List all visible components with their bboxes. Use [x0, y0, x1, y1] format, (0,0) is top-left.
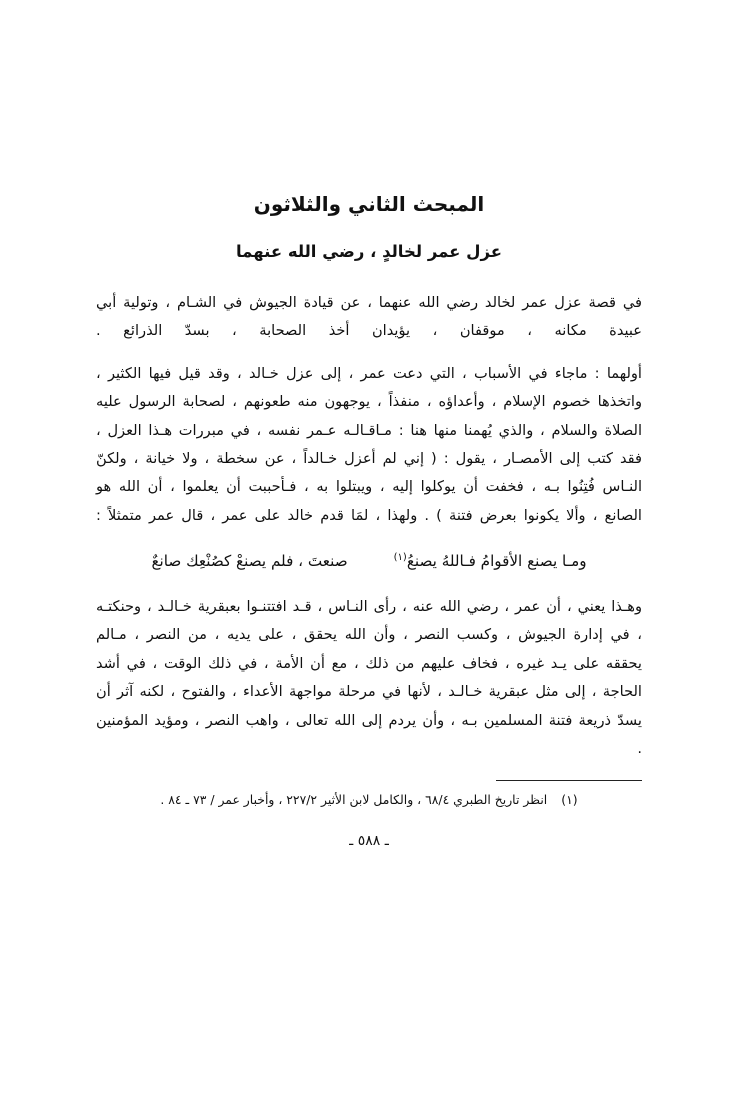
chapter-subtitle: عزل عمر لخالدٍ ، رضي الله عنهما	[235, 242, 503, 261]
verse-second-half-wrap	[394, 546, 587, 576]
page-number: ـ ٥٨٨ ـ	[349, 832, 389, 849]
verse-second-half: ومـا يصنع الأقوامُ فـاللهُ يصنعُ	[406, 552, 587, 571]
footnote-text: انظر تاريخ الطبري ٦٨/٤ ، والكامل لابن الأثير ٢٢٧/٢ ، وأخبار عمر / ٧٣ ـ ٨٤ .	[160, 791, 548, 807]
footnote-line	[96, 789, 642, 811]
verse-block	[96, 546, 642, 576]
footnote-area	[96, 780, 642, 811]
paragraph-1: في قصة عزل عمر لخالد رضي الله عنهما ، عن قيادة الجيوش في الشـام ، وتولية أبي عبيدة مكانه ، موقفان ، يؤيدان أخذ الصحابة ، بسدّ الذرائع .	[96, 293, 642, 340]
footnote-divider	[496, 780, 642, 781]
footnote-number: (١)	[561, 791, 578, 807]
paragraph-2: أولهما : ماجاء في الأسباب ، التي دعت عمر ، إلى عزل خـالد ، وقد قيل فيها الكثير ، واتخذها خصوم الإسلام ، وأعداؤه ، منفذاً ، يوجهون منه طعونهم ، لصحابة الرسول عليه الصلاة والسلام ، والذي يُهمنا منها هنا : مـاقـالـه عـمر نفسه ، في مبررات هـذا العزل ، فقد كتب إلى الأمصـار ، يقول : ( إني لم أعزل خـالداً ، عن سخطة ، ولا خيانة ، ولكنّ النـاس فُتِنُوا بـه ، فخفت أن يوكلوا إليه ، ويبتلوا به ، فـأحببت أن يعلموا ، أن الله هو الصانع ، وألا يكونوا بعرض فتنة ) . ولهذا ، لمَا قدم خالد على عمر ، قال عمر متمثلاً :	[96, 364, 642, 524]
footnote-marker: (١)	[393, 552, 407, 564]
verse-first-half: صنعتَ ، فلم يصنعْ كصُنْعِك صانعٌ	[151, 552, 348, 571]
paragraph-3: وهـذا يعني ، أن عمر ، رضي الله عنه ، رأى النـاس ، قـد افتتنـوا بعبقرية خـالـد ، وحنكتـه ، في إدارة الجيوش ، وكسب النصر ، وأن الله يحقق ، على يديه ، من النصر ، مـالم يحققه على يـد غيره ، فخاف عليهم من ذلك ، مع أن الأمة ، في ذلك الوقت ، في أشد الحاجة ، إلى مثل عبقرية خـالـد ، لأنها في مرحلة مواجهة الأعداء ، والفتوح ، لكنه آثر أن يسدّ ذريعة فتنة المسلمين بـه ، وأن يردم إلى الله تعالى ، واهب النصر ، ومؤيد المؤمنين .	[96, 597, 642, 758]
chapter-title: المبحث الثاني والثلاثون	[253, 192, 485, 216]
